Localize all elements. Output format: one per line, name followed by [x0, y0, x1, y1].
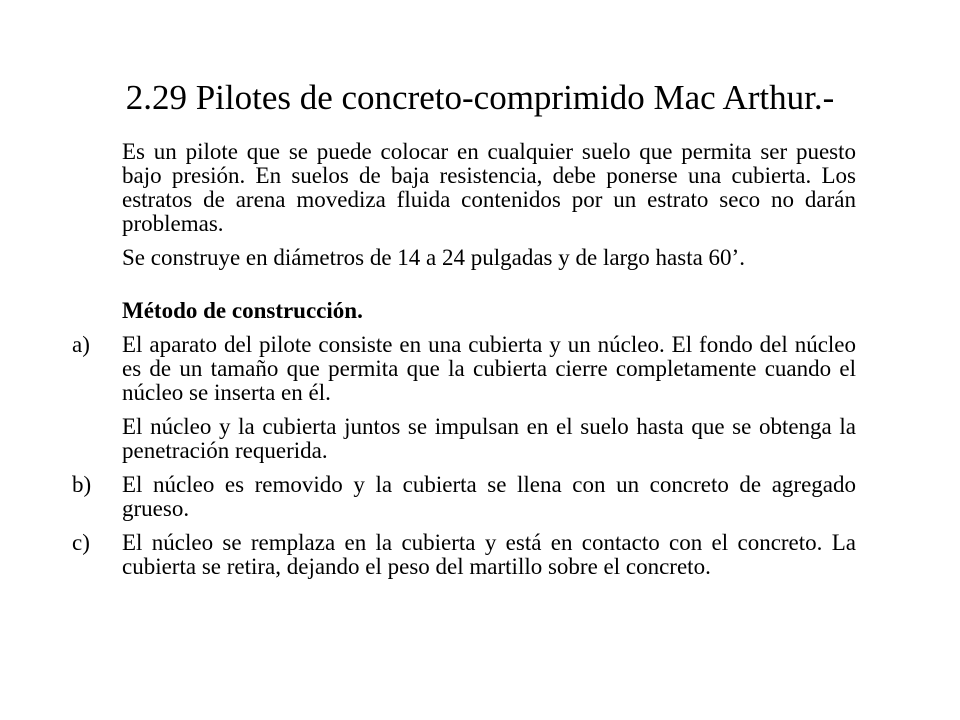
slide-body: [72, 139, 856, 589]
list-item-text: El aparato del pilote consiste en una cubierta y un núcleo. El fondo del núcleo es de un tamaño que permita que la cubierta cierre completamente cuando el núcleo se inserta en él.: [122, 332, 856, 405]
slide-title: 2.29 Pilotes de concreto-comprimido Mac Arthur.-: [125, 78, 835, 117]
list-item: [72, 332, 856, 405]
dimensions-paragraph: Se construye en diámetros de 14 a 24 pulgadas y de largo hasta 60’.: [122, 245, 745, 270]
list-item: [72, 472, 856, 521]
list-item-continuation: El núcleo y la cubierta juntos se impulsan en el suelo hasta que se obtenga la penetración requerida.: [122, 414, 856, 463]
list-item-text: El núcleo es removido y la cubierta se llena con un concreto de agregado grueso.: [122, 472, 856, 521]
intro-paragraph: Es un pilote que se puede colocar en cualquier suelo que permita ser puesto bajo presión. En suelos de baja resistencia, debe ponerse una cubierta. Los estratos de arena movediza fluida contenidos por un estrato seco no darán problemas.: [122, 139, 856, 236]
section-heading: Método de construcción.: [122, 298, 363, 323]
list-marker: a): [72, 332, 90, 357]
list-marker: c): [72, 530, 90, 555]
list-item-text: El núcleo se remplaza en la cubierta y está en contacto con el concreto. La cubierta se retira, dejando el peso del martillo sobre el concreto.: [122, 530, 856, 579]
list-item: [72, 530, 856, 579]
list-marker: b): [72, 472, 92, 497]
spacer: [122, 270, 856, 299]
